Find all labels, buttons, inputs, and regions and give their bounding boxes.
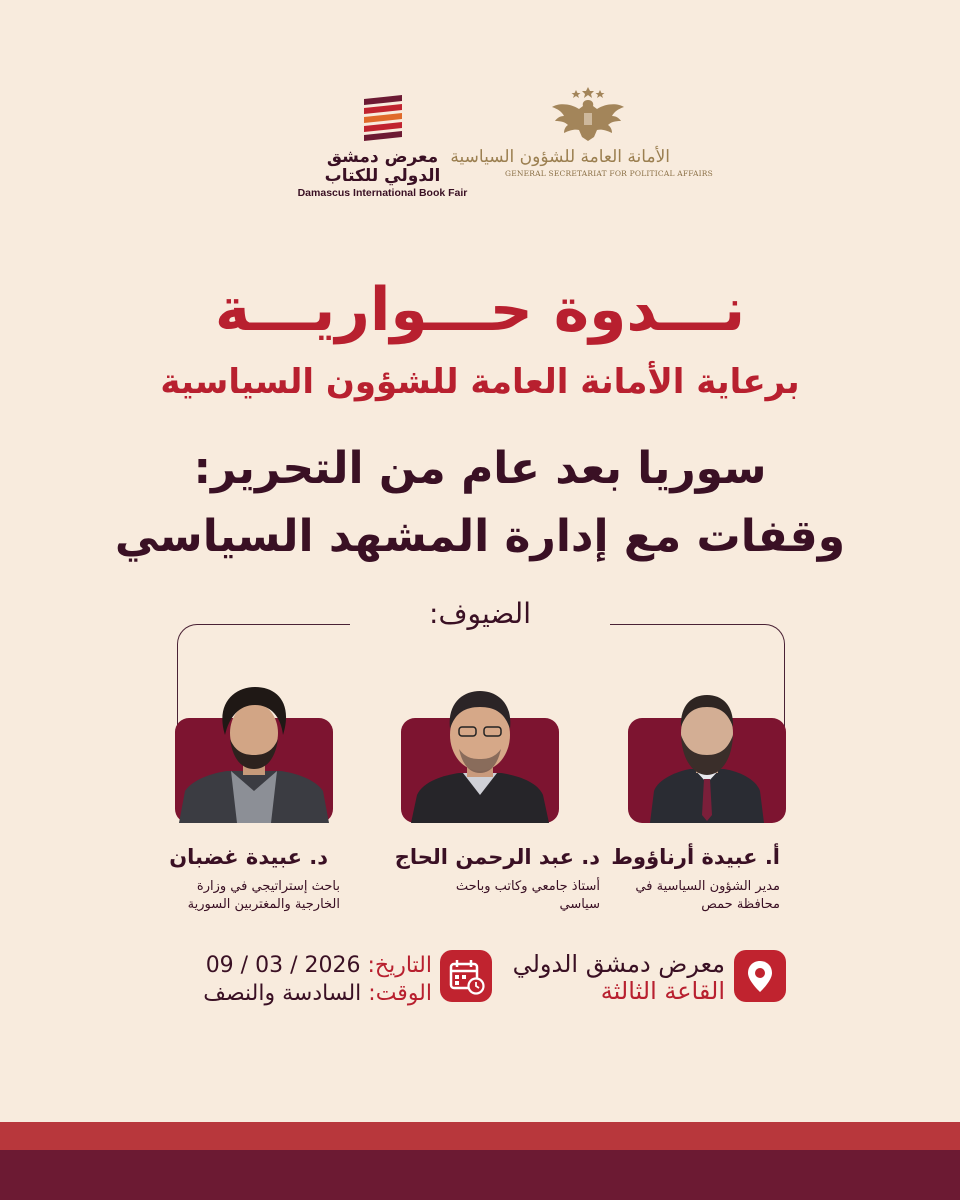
venue-line2: القاعة الثالثة xyxy=(600,977,725,1005)
eagle-emblem-icon xyxy=(548,85,628,143)
event-topic-line1: سوريا بعد عام من التحرير: xyxy=(193,443,767,494)
guest-name-3: د. عبيدة غضبان xyxy=(169,845,328,869)
book-fair-arabic-line1: معرض دمشق xyxy=(326,147,439,167)
book-fair-logo xyxy=(290,95,475,199)
event-topic-line2: وقفات مع إدارة المشهد السياسي xyxy=(114,511,846,562)
guest-name-1: أ. عبيدة أرناؤوط xyxy=(611,845,780,869)
guests-label: الضيوف: xyxy=(350,592,610,636)
guest-role-1: مدير الشؤون السياسية في محافظة حمص xyxy=(635,879,780,912)
secretariat-english-name: GENERAL SECRETARIAT FOR POLITICAL AFFAIRS xyxy=(505,169,713,178)
guest-portrait-3 xyxy=(175,683,333,823)
event-time xyxy=(150,980,432,1008)
secretariat-arabic-name: الأمانة العامة للشؤون السياسية xyxy=(450,147,670,167)
time-value: السادسة والنصف xyxy=(203,981,362,1006)
venue-line1: معرض دمشق الدولي xyxy=(512,950,725,978)
footer-band-dark xyxy=(0,1150,960,1200)
date-value: 09 / 03 / 2026 xyxy=(205,953,361,978)
guest-photo-1 xyxy=(628,683,786,823)
book-fair-arabic-line2: الدولي للكتاب xyxy=(324,166,441,186)
secretariat-logo xyxy=(450,85,713,195)
location-pin-icon xyxy=(734,950,786,1002)
guest-photo-3 xyxy=(175,683,333,823)
event-title: نـــدوة حـــواريـــة xyxy=(214,275,746,345)
guest-role-3: باحث إستراتيجي في وزارة الخارجية والمغتربين السورية xyxy=(187,879,340,912)
date-label: التاريخ: xyxy=(367,953,432,978)
calendar-clock-icon xyxy=(440,950,492,1002)
footer-band-red xyxy=(0,1122,960,1150)
guest-photo-2 xyxy=(401,683,559,823)
event-date xyxy=(150,952,432,980)
guest-name-2: د. عبد الرحمن الحاج xyxy=(394,845,600,869)
guest-role-2: أستاذ جامعي وكاتب وباحث سياسي xyxy=(455,879,600,912)
book-fair-english-name: Damascus International Book Fair xyxy=(297,187,468,199)
time-label: الوقت: xyxy=(368,981,432,1006)
guest-portrait-1 xyxy=(628,683,786,823)
book-stack-icon xyxy=(358,95,408,141)
guest-portrait-2 xyxy=(401,683,559,823)
event-subtitle: برعاية الأمانة العامة للشؤون السياسية xyxy=(160,362,800,402)
